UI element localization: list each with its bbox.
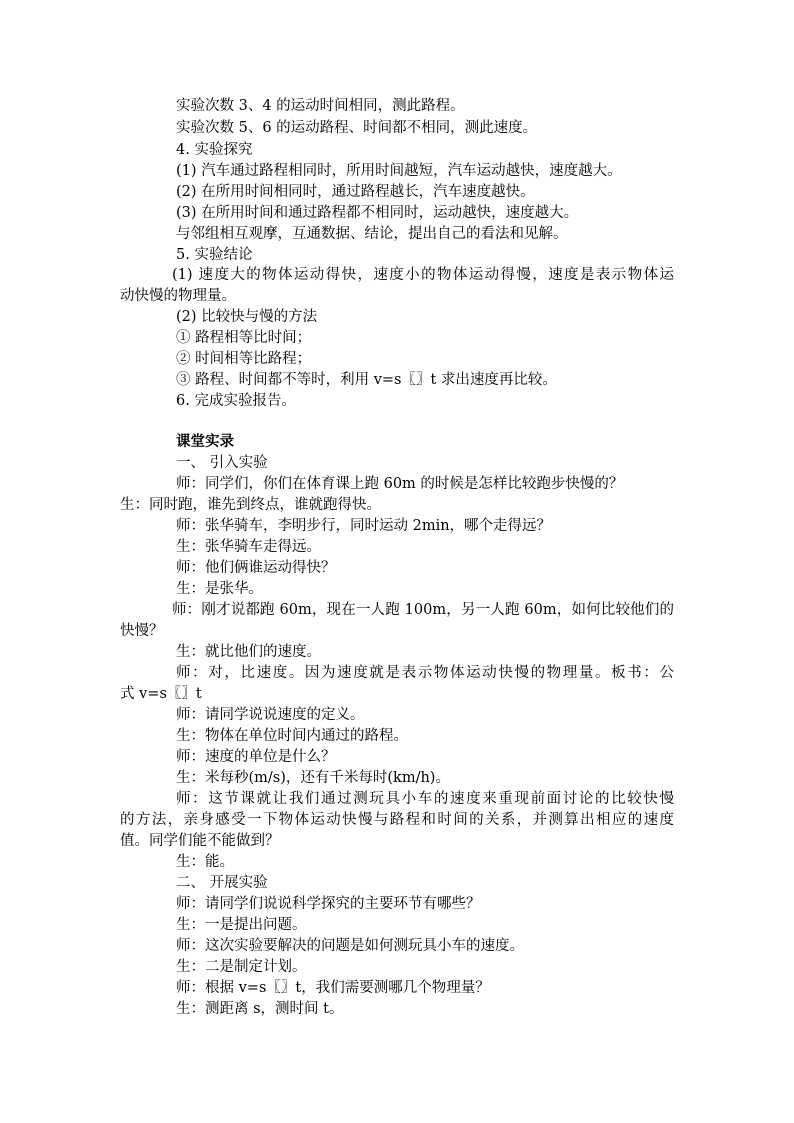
dialogue-line: 的方法，亲身感受一下物体运动快慢与路程和时间的关系，并测算出相应的速度: [120, 812, 674, 828]
dialogue-line: 快慢？: [120, 623, 164, 639]
text-line: 与邻组相互观摩，互通数据、结论，提出自己的看法和见解。: [176, 226, 568, 242]
text-line: 实验次数 5、6 的运动路程、时间都不相同，测此速度。: [176, 120, 538, 136]
dialogue-line: 生：同时跑，谁先到终点，谁就跑得快。: [120, 497, 381, 513]
text-line: 动快慢的物理量。: [120, 288, 236, 304]
dialogue-line: 师：速度的单位是什么？: [176, 749, 336, 765]
dialogue-line: 师：请同学们说说科学探究的主要环节有哪些？: [176, 896, 481, 912]
dialogue-line: 生：二是制定计划。: [176, 959, 307, 975]
section-heading: 5. 实验结论: [176, 247, 253, 263]
dialogue-line: 师：他们俩谁运动得快？: [176, 560, 336, 576]
text-line: 6. 完成实验报告。: [176, 393, 296, 409]
dialogue-line: 生：米每秒(m/s)，还有千米每时(km/h)。: [176, 770, 450, 786]
dialogue-line: 师：张华骑车，李明步行，同时运动 2min，哪个走得远？: [176, 518, 552, 534]
dialogue-line: 生：测距离 s，测时间 t。: [176, 1001, 344, 1017]
text-line: (2) 比较快与慢的方法: [176, 309, 318, 325]
dialogue-line: 值。同学们能不能做到？: [120, 833, 280, 849]
dialogue-line: 生：张华骑车走得远。: [176, 539, 321, 555]
dialogue-line: 师：刚才说都跑 60m，现在一人跑 100m，另一人跑 60m，如何比较他们的: [172, 602, 674, 618]
text-line: (1) 速度大的物体运动得快，速度小的物体运动得慢，速度是表示物体运: [172, 267, 674, 283]
dialogue-line: 生：能。: [176, 854, 234, 870]
section-heading: 一、 引入实验: [176, 455, 268, 471]
text-line: ① 路程相等比时间；: [176, 330, 312, 346]
dialogue-line: 师：请同学说说速度的定义。: [176, 707, 365, 723]
dialogue-line: 师：对，比速度。因为速度就是表示物体运动快慢的物理量。板书：公: [176, 665, 674, 681]
text-line: (3) 在所用时间和通过路程都不相同时，运动越快，速度越大。: [176, 205, 579, 221]
text-line: ③ 路程、时间都不等时，利用 v=s〖〗t 求出速度再比较。: [176, 372, 557, 388]
section-heading: 二、 开展实验: [176, 875, 268, 891]
section-heading: 4. 实验探究: [176, 142, 253, 158]
dialogue-line: 师：这节课就让我们通过测玩具小车的速度来重现前面讨论的比较快慢: [176, 791, 674, 807]
dialogue-line: 师：根据 v=s〖〗t，我们需要测哪几个物理量？: [176, 980, 490, 996]
text-line: ② 时间相等比路程；: [176, 351, 312, 367]
text-line: 实验次数 3、4 的运动时间相同，测此路程。: [176, 98, 465, 114]
section-title: 课堂实录: [176, 433, 234, 450]
dialogue-line: 生：是张华。: [176, 581, 263, 597]
dialogue-line: 生：物体在单位时间内通过的路程。: [176, 728, 408, 744]
dialogue-line: 生：就比他们的速度。: [176, 644, 321, 660]
text-line: (2) 在所用时间相同时，通过路程越长，汽车速度越快。: [176, 184, 535, 200]
dialogue-line: 师：这次实验要解决的问题是如何测玩具小车的速度。: [176, 938, 524, 954]
dialogue-line: 式 v=s〖〗t: [120, 686, 202, 702]
text-line: (1) 汽车通过路程相同时，所用时间越短，汽车运动越快，速度越大。: [176, 163, 622, 179]
dialogue-line: 师：同学们，你们在体育课上跑 60m 的时候是怎样比较跑步快慢的？: [176, 476, 624, 492]
dialogue-line: 生：一是提出问题。: [176, 917, 307, 933]
